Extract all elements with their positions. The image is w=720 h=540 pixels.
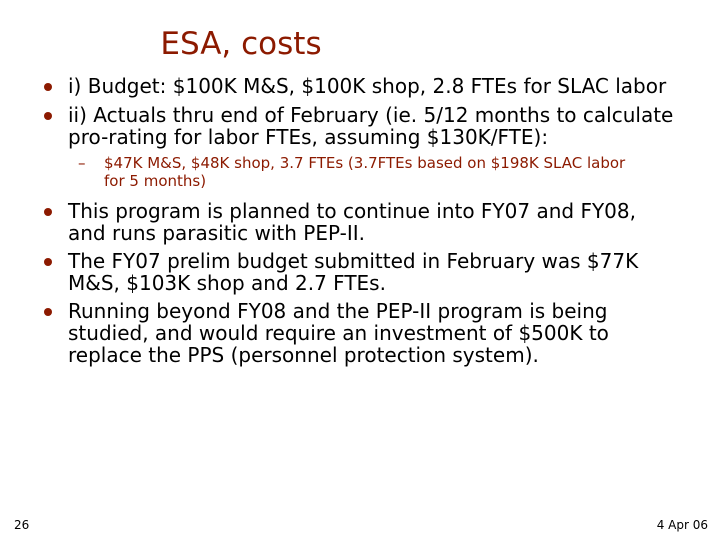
sub-bullet-line-2: for 5 months) <box>104 172 207 190</box>
bullet-3-line-2: and runs parasitic with PEP-II. <box>68 221 365 245</box>
bullet-icon <box>44 112 52 120</box>
bullet-icon <box>44 83 52 91</box>
bullet-5-line-3: replace the PPS (personnel protection system). <box>68 343 539 367</box>
sub-bullet-dash-icon: – <box>78 154 86 172</box>
bullet-icon <box>44 208 52 216</box>
page-number: 26 <box>14 518 30 532</box>
bullet-icon <box>44 258 52 266</box>
bullet-3-line-1: This program is planned to continue into FY07 and FY08, <box>68 199 636 223</box>
bullet-1-line-1: i) Budget: $100K M&S, $100K shop, 2.8 FTEs for SLAC labor <box>68 74 667 98</box>
bullet-5-line-2: studied, and would require an investment of $500K to <box>68 321 609 345</box>
bullet-5-line-1: Running beyond FY08 and the PEP-II program is being <box>68 299 608 323</box>
sub-bullet-line-1: $47K M&S, $48K shop, 3.7 FTEs (3.7FTEs based on $198K SLAC labor <box>104 154 626 172</box>
bullet-4-line-2: M&S, $103K shop and 2.7 FTEs. <box>68 271 386 295</box>
bullet-icon <box>44 308 52 316</box>
bullet-2-line-1: ii) Actuals thru end of February (ie. 5/12 months to calculate <box>68 103 674 127</box>
bullet-4-line-1: The FY07 prelim budget submitted in February was $77K <box>68 249 639 273</box>
slide-title: ESA, costs <box>160 26 322 62</box>
bullet-2-line-2: pro-rating for labor FTEs, assuming $130K/FTE): <box>68 125 549 149</box>
slide-date: 4 Apr 06 <box>656 518 708 532</box>
